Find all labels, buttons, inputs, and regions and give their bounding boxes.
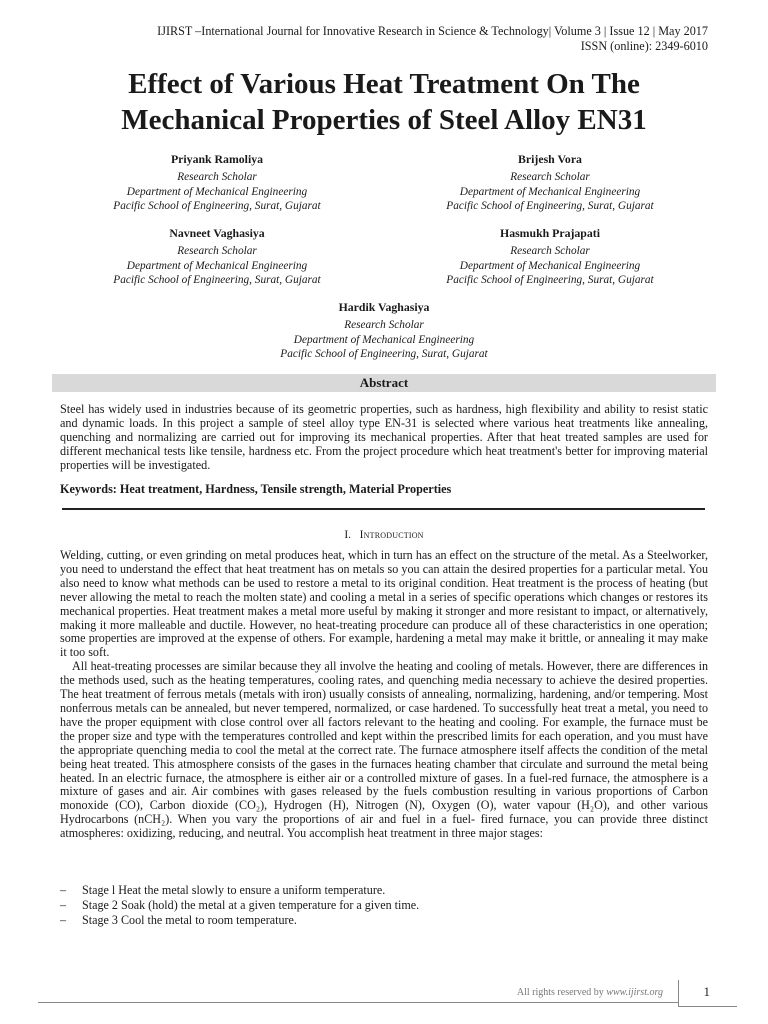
author-department: Department of Mechanical Engineering — [459, 259, 641, 272]
author-block-3 — [67, 226, 367, 288]
list-bullet: – — [60, 883, 67, 897]
author-role: Research Scholar — [177, 244, 257, 257]
paper-title-line2: Mechanical Properties of Steel Alloy EN31 — [121, 104, 647, 136]
page-number: 1 — [703, 984, 710, 999]
author-school: Pacific School of Engineering, Surat, Gujarat — [446, 274, 654, 287]
footer-text: All rights reserved by — [516, 987, 604, 998]
author-department: Department of Mechanical Engineering — [293, 333, 475, 346]
author-role: Research Scholar — [177, 170, 257, 183]
list-item-text: Stage 2 Soak (hold) the metal at a given temperature for a given time. — [82, 898, 420, 912]
list-bullet: – — [60, 913, 67, 927]
journal-header — [157, 24, 708, 54]
introduction-body — [60, 549, 708, 841]
author-name: Navneet Vaghasiya — [169, 226, 265, 240]
author-name: Brijesh Vora — [518, 152, 582, 166]
author-department: Department of Mechanical Engineering — [126, 259, 308, 272]
author-department: Department of Mechanical Engineering — [126, 185, 308, 198]
list-item — [60, 883, 385, 897]
list-item-text: Stage l Heat the metal slowly to ensure a uniform temperature. — [82, 883, 386, 897]
author-name: Priyank Ramoliya — [170, 152, 264, 166]
author-school: Pacific School of Engineering, Surat, Gujarat — [113, 274, 321, 287]
journal-header-issn: ISSN (online): 2349-6010 — [580, 39, 708, 53]
author-school: Pacific School of Engineering, Surat, Gujarat — [280, 348, 488, 361]
footer-copyright — [517, 987, 663, 998]
author-school: Pacific School of Engineering, Surat, Gujarat — [113, 200, 321, 213]
paper-title — [40, 66, 728, 138]
journal-header-line1: IJIRST –International Journal for Innovative Research in Science & Technology| Volume 3 | Issue 12 | May 2017 — [157, 24, 708, 38]
section-heading — [0, 528, 768, 542]
abstract-heading: Abstract — [52, 374, 716, 392]
author-block-2 — [400, 152, 700, 214]
paper-title-line1: Effect of Various Heat Treatment On The — [128, 68, 640, 100]
list-bullet: – — [60, 898, 67, 912]
author-name: Hasmukh Prajapati — [500, 226, 600, 240]
list-item — [60, 898, 419, 912]
abstract-text: Steel has widely used in industries because of its geometric properties, such as hardness, high flexibility and ability to resist static and dynamic loads. In this project a sample of steel alloy type EN-31 is selected where various heat treatments like annealing, quenching and normalizing are carried out for improving its mechanical properties. After that heat treated samples are used for different mechanical tests like tensile, hardness etc. From the project procedure which heat treatment's better for improving material properties will be investigated. — [60, 402, 708, 472]
list-item-text: Stage 3 Cool the metal to room temperature. — [82, 913, 297, 927]
author-block-1 — [67, 152, 367, 214]
section-divider — [62, 508, 705, 510]
author-block-5 — [234, 300, 534, 362]
author-role: Research Scholar — [510, 170, 590, 183]
paragraph: Welding, cutting, or even grinding on metal produces heat, which in turn has an effect on the structure of the metal. As a Steelworker, you need to understand the effect that heat treatment has on metals so you can attain the desired properties for a particular metal. You also need to know what methods can be used to restore a metal to its original condition. Heat treatment is the process of heating (but never allowing the metal to reach the molten state) and cooling a metal in a series of specific operations which changes or restores its mechanical properties. Heat treatment makes a metal more useful by making it stronger and more resistant to impact, or alternatively, making it more malleable and ductile. However, no heat-treating procedure can produce all of these characteristics in one operation; some properties are improved at the expense of others. For example, hardening a metal may make it brittle, or annealing it may make it too soft. — [60, 548, 708, 660]
footer-divider — [38, 1002, 678, 1003]
section-title: Introduction — [359, 529, 424, 541]
author-role: Research Scholar — [510, 244, 590, 257]
section-number: I. — [344, 529, 352, 541]
author-block-4 — [400, 226, 700, 288]
author-role: Research Scholar — [344, 318, 424, 331]
author-name: Hardik Vaghasiya — [338, 300, 430, 314]
keywords: Keywords: Heat treatment, Hardness, Tensile strength, Material Properties — [60, 482, 452, 496]
author-department: Department of Mechanical Engineering — [459, 185, 641, 198]
footer-site-link[interactable]: www.ijirst.org — [606, 987, 663, 998]
author-school: Pacific School of Engineering, Surat, Gujarat — [446, 200, 654, 213]
paragraph: All heat-treating processes are similar because they all involve the heating and cooling of metals. However, there are differences in the methods used, such as the heating temperatures, cooling rates, and quenching media necessary to achieve the desired properties. The heat treatment of ferrous metals (metals with iron) usually consists of annealing, normalizing, hardening, and/or tempering. Most nonferrous metals can be annealed, but never tempered, normalized, or case hardened. To successfully heat treat a metal, you need to have the proper equipment with close control over all factors relevant to the heating and cooling. For example, the furnace must be the proper size and type with the temperatures controlled and kept within the prescribed limits for each operation, and you must have the appropriate quenching media to cool the metal at the correct rate. The furnace atmosphere itself affects the condition of the metal being heat treated. This atmosphere consists of the gases in the furnaces heating chamber that circulate and surround the metal being heated. In an electric furnace, the atmosphere is either air or a controlled mixture of gases. In a fuel-red furnace, the atmosphere is a mixture of gases and air. Air combines with gases released by the fuels combustion resulting in various proportions of Carbon monoxide (CO), Carbon dioxide (CO₂), Hydrogen (H), Nitrogen (N), Oxygen (O), water vapour (H₂O), and other various Hydrocarbons (nCH₂). When you vary the proportions of air and fuel in a fuel- fired furnace, you can provide three distinct atmospheres: oxidizing, reducing, and neutral. You accomplish heat treatment in three major stages: — [60, 659, 708, 841]
list-item — [60, 913, 297, 927]
